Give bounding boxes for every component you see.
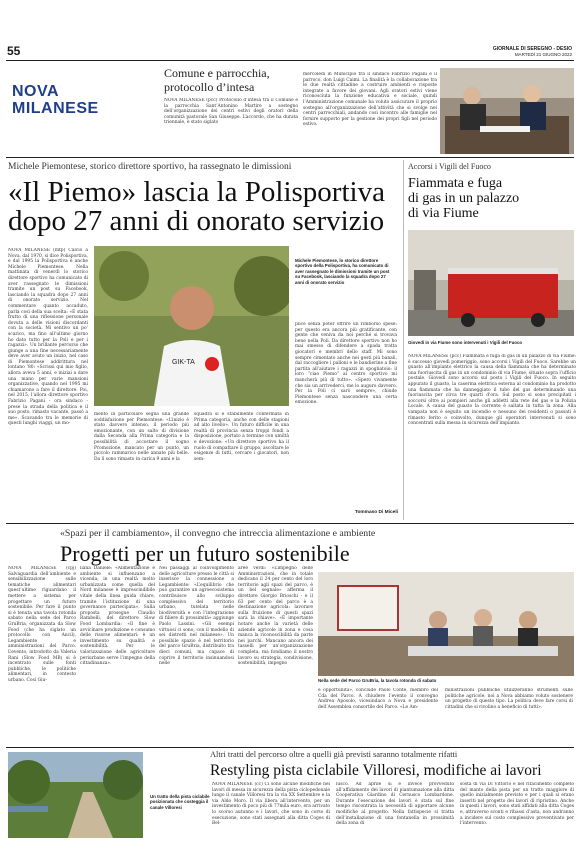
bike-article-col2: lusco. Ad aprile si è invece provveduto all’affidamento dei lavori di piantumazione alla ditta Cooperativa Giardino di Cernusco Lombardone. Durante l’esecuzione dei lavori è stata sul fine tempo riscontrata la necessità di apportare alcune modifiche al progetto. Nella fattispecie si tratta dell’installazione di una fontanella in prossimità della zona di xyxy=(336,782,454,827)
bike-article-col3: sosta di via Di Vittorio e nel rifacimento completo del manto della pista per un tratto maggiore di quello inizialmente previsto e per i quali si erano inseriti nel progetto dei lavori di ripristino. Anche in questi i lavori, sono stati affidati alla ditta Coges e, attraverso sconti e ribassi d’asta, non andranno a incidere sul costo complessivo preventivato per l’intervento. xyxy=(460,782,574,827)
piemontese-photo-caption: Michele Piemontese, lo storico direttore sportivo della Polisportiva, ha comunicato di aver rassegnato le dimissioni tramite un post su Facebook, lasciando la squadra dopo 27 anni di onorato servizio xyxy=(295,258,390,285)
bike-article-kicker: Altri tratti del percorso oltre a quelli già previsti saranno totalmente rifatti xyxy=(210,750,458,759)
slow-article-kicker: «Spazi per il cambiamento», il convegno che intreccia alimentazione e ambiente xyxy=(60,528,376,539)
shirt-logo: GIK-TA xyxy=(172,359,195,366)
slow-article-col6: ministrazioni pubbliche utilizzeranno strumenti sulle politiche agricole, noi a Nova abbiamo voluto sostenere un progetto di questo tipo. La politica deve fare corsi di cittadini che si rivolino a beneficio di tutti». xyxy=(445,688,573,710)
bike-article-col1: NOVA MILANESE (cc) Ci sono alcune modifiche nei lavori di messa in sicurezza della pista ciclopedonale lungo il canale Villoresi tra la via XX Settembre e la via Aldo Moro. Il via libera all’intervento, per un investimento di poco più di 77mila euro, era arrivato lo scorso autunno e i lavori, che sono in corso di esecuzione, sono stati assegnati alla ditta Coges di Bel- xyxy=(212,782,330,827)
top-article-col1: NOVA MILANESE (pcc) Protocollo d’intesa tra il Comune e la parrocchia Sant’Antonino Martire a sostegno dell’organizzazione dei centri estivi degli oratori della comunità pastorale San Giuseppe. L’accordo, che ha durata triennale, è stato siglato xyxy=(164,98,298,126)
newspaper-header xyxy=(493,46,572,58)
bikepath-photo xyxy=(8,752,143,838)
newspaper-name: GIORNALE DI SEREGNO - DESIO xyxy=(492,46,572,52)
main-article-col1: NOVA MILANESE (mtp) Calcio a Nova, dal 1970, si dice Polisportiva, e dal 1995 la Polisportiva è anche Michele Piemontese. Nella mattinata di venerdì lo storico direttore sportivo ha comunicato di aver rassegnato le dimissioni tramite un post su Facebook, lasciando la squadra dopo 27 anni di onorato servizio. Nel commentare quanto accaduto, parla così della sua scelta: «È stata frutto di una riflessione personale dovuta a delle visioni discordanti con la società. Mi sentivo un po’ scarico, ma fino all’ultimo giorno ho dato tutto per la Poli e per i ragazzi». Un brillante percorso che giunge a una fine necessariamente deve aver avuto un inizio, nel caso di Piemontese addirittura nel lontano ’80: «Scrissi qui mio figlio, allora aveva 5 anni, e iniziai a dare una mano per varie mansioni organizzative, quando nel 1995 mi chiamarono a fare il direttore. Poi, nel 2015, l’allora direttore sportivo Fabrizio Pagani - ora sindaco - prese la strada della politica e il suo posto, rimasto vacante, passò a me». Scavando tra le memorie di questi lunghi viaggi, un mo- xyxy=(8,248,88,427)
page-number: 55 xyxy=(7,44,21,58)
main-article-kicker: Michele Piemontese, storico direttore sportivo, ha rassegnato le dimissioni xyxy=(8,162,292,172)
main-article-col3: squadra si è stabilmente confermata in Prima categoria, anche con delle stagioni ad alto livello». Un futuro difficile in una realtà di provincia senza troppi fondi a disposizione, portato a termine con umiltà e devozione: «Un direttore sportivo ha il ruolo di compattare il gruppo, ascoltare le esigenze di tutti, cercare i giocatori, non sem- xyxy=(194,412,289,462)
issue-date: MARTEDÌ 21 GIUGNO 2022 xyxy=(514,52,572,57)
slow-article-col1: NOVA MILANESE (cpj) Salvaguardia dell’ambiente e sensibilizzazione sulle tematiche alimentari quest’ultime riguardano il mettere a sistema per progettare un futuro sostenibile. Per fare il punto si è tenuta una tavola rotonda sabato nella sede del Parco GruBria, organizzata da Slow Food (che ha siglato un protocollo con Ancil), Legambiente e amministrazioni del Parco. L’evento, introdotto da Valeria Rani (Slow Food MB) si è incentrato sulle fonti pubbliche, le politiche alimentari, in contesto urbano. Così Giu- xyxy=(8,566,76,683)
piemontese-photo xyxy=(94,246,289,406)
column-divider xyxy=(403,160,404,520)
section-rule-1 xyxy=(6,157,574,158)
bikepath-photo-caption: Un tratto della pista ciclabile posizionata che costeggia il canale Villoresi xyxy=(150,794,210,810)
side-article-kicker: Accorsi i Vigili del Fuoco xyxy=(408,162,491,171)
main-article-col2: mento in particolare segna una grande soddisfazione per Piemontese: «L’inizio è stato davvero intenso, il periodo più emozionante, con un salto di divisione dalla Seconda alla Prima categoria e la possibilità di accostare il sogno Promozione, mancato per un punto, un piccolo rammarico nelle annate più belle. Da lì sono rimasto in carica 9 anni e la xyxy=(94,412,189,462)
section-title: NOVA MILANESE xyxy=(12,83,99,117)
roundtable-photo-caption: Nella sede del Parco GruBria, la tavola rotonda di sabato xyxy=(318,678,437,683)
firetruck-photo-caption: Giovedì in via Fiume sono intervenuti i Vigili del Fuoco xyxy=(408,340,523,345)
section-rule-2 xyxy=(6,523,574,524)
header-rule xyxy=(6,60,574,61)
top-article-title: Comune e parrocchia, protocollo d’intesa xyxy=(164,66,270,94)
article-signature: Tommaso Di Miceli xyxy=(354,510,398,515)
main-article-title: «Il Piemo» lascia la Polisportiva dopo 27 anni di onorato servizio xyxy=(8,176,385,237)
slow-article-col4: aree verdi: «L’impegno delle Amministrazioni, che in totale dedicano il 24 per cento del loro territorio agli spazi del parco, è un bel segnale» afferma il direttore Giorgio Brioschi - e il 63 per cento del parco è a destinazione agricola: lavorare sulla fruizione di questi spazi sarà la chiave». «È importante notare anche la varietà delle aziende agricole in zona e cosa manca la riconoscibilità da parte nei parchi. Mancano ancora dei tasselli per un’organizzazione completa, ma fondiamo il nostro lavoro su strategia, condivisione, sostenibilità, impegno xyxy=(238,566,313,667)
top-article-col2: mercoledì in Municipio tra il sindaco Fabrizio Pagani e il parroco, don Luigi Caimi. La finalità è la collaborazione tra le due realtà cittadine a costruire ambienti e risposte integrate a favore dei giovani. Agli oratori estivi viene riconosciuta la funzione educativa e sociale, quindi l’Amministrazione comunale ha voluto assicurare il proprio sostegno all’organizzazione dell’attività che si svolge nei centri parrocchiali, andando così incontro alle famiglie nel fornire supporto per la gestione dei propri figli nel periodo estivo. xyxy=(303,72,437,128)
slow-article-col2: liana Daniele: «Alimentazione e ambiente si influenzano a vicenda; in una realtà molto urbanizzata come quella del Nord milanese è imprescindibile vitale della linea guida chiare, tramite l’istituzione di una governance partecipata». Sulla proposta prosegue Claudio Rambelli, del direttore Slow Food Lombardia: «Il fine è avvicinare produzione e consumo delle risorse alimentari: è un investimento su qualità e sostenibilità. Per le valorizzazione delle agricolture periurbane serve l’impegno della cittadinanza». xyxy=(80,566,155,667)
slow-article-col3: Nei passaggi al coinvolgimento delle agricolture presso le città si inserisce la connessione a Legambiente: «L’equilibrio che può garantire un agroecosistema contribuisce allo sviluppo complessivo del territorio urbano, tutelata nelle biodiversità e con l’integrazione di filiere di prossimità» aggiunge Paolo Lassini. «Gli esempi virtuosi ci sono, con il modello di sei distretti nel milanese». Un possibile spazio è nel territorio del parco GruBria, distribuito tra dieci comuni, ma capace di coprire il territorio insinuandosi nelle xyxy=(159,566,234,667)
slow-article-title: Progetti per un futuro sostenibile xyxy=(60,541,350,566)
side-article-body: NOVA MILANESE (pcc) Fiammata e fuga di gas in un palazzo di via Fiume: è successo giovedì pomeriggio, sono accorsi i Vigili del Fuoco. Sarebbe un guasto all’impianto elettrico la causa della fiammata che ha determinato una fuoriuscita di gas in un condominio di via Fiume, situato sopra l’ufficio postale. Giovedì sono accorsi sul posto i Vigili del Fuoco. In seguito appurato il guasto, la caserma elettrica esterna al condominio ha prodotto una fiammata che ha danneggiato il tubo del gas determinando una fuoriuscita per circa tre quarti d’ora. Sul posto si sono precipitati i soccorsi oltre ai pompieri anche gli addetti alla rete del gas e la Polizia Locale. A causa del guasto la corrente è saltata in tutta la zona. Alla vampata non è seguito un incendio e nessuno dei residenti o passati è rimasto ferito o coinvolto, dunque gli operatori intervenuti si sono concentrati sulla messa in sicurezza dell’impianto. xyxy=(408,354,576,427)
bike-article-title: Restyling pista ciclabile Villoresi, modifiche ai lavori xyxy=(210,762,542,779)
slow-article-col5: e opportunità», conclude Paolo Conte, membro del Cda del Parco. A chiudere l’evento il convegno Andrea Aposolo, vicesindaco a Nova e presidente dell’Assemblea consortile del Parco. «Le Am- xyxy=(318,688,438,710)
firetruck-photo xyxy=(408,230,574,336)
main-article-col4: plice senza poter offrire un rimborso spese: per questo era ancora più gratificante, con gente che veniva da noi perché si trovava bene nella Poli. Da direttore sportivo non ho mai smesso di difendere a spada tratta giocatori e membri dello staff. Mi sono sempre cimentato anche nei gesti più banali, dal raccogliere i palloni e le bandierine a fine partita all’aiutare i ragazzi in spogliatoio: il loro “ciao Piemo” al centro sportivo mi mancherà più di tutto». «Spero vivamente che sia un arrivederci, me lo auguro davvero. Per la Poli ci sarò sempre», chiude Piemontese senza nascondere una certa emozione. xyxy=(295,322,397,406)
side-article-title: Fiammata e fuga di gas in un palazzo di via Fiume xyxy=(408,176,520,221)
signing-photo xyxy=(440,68,574,154)
section-rule-3 xyxy=(6,747,574,748)
roundtable-photo xyxy=(318,572,574,676)
